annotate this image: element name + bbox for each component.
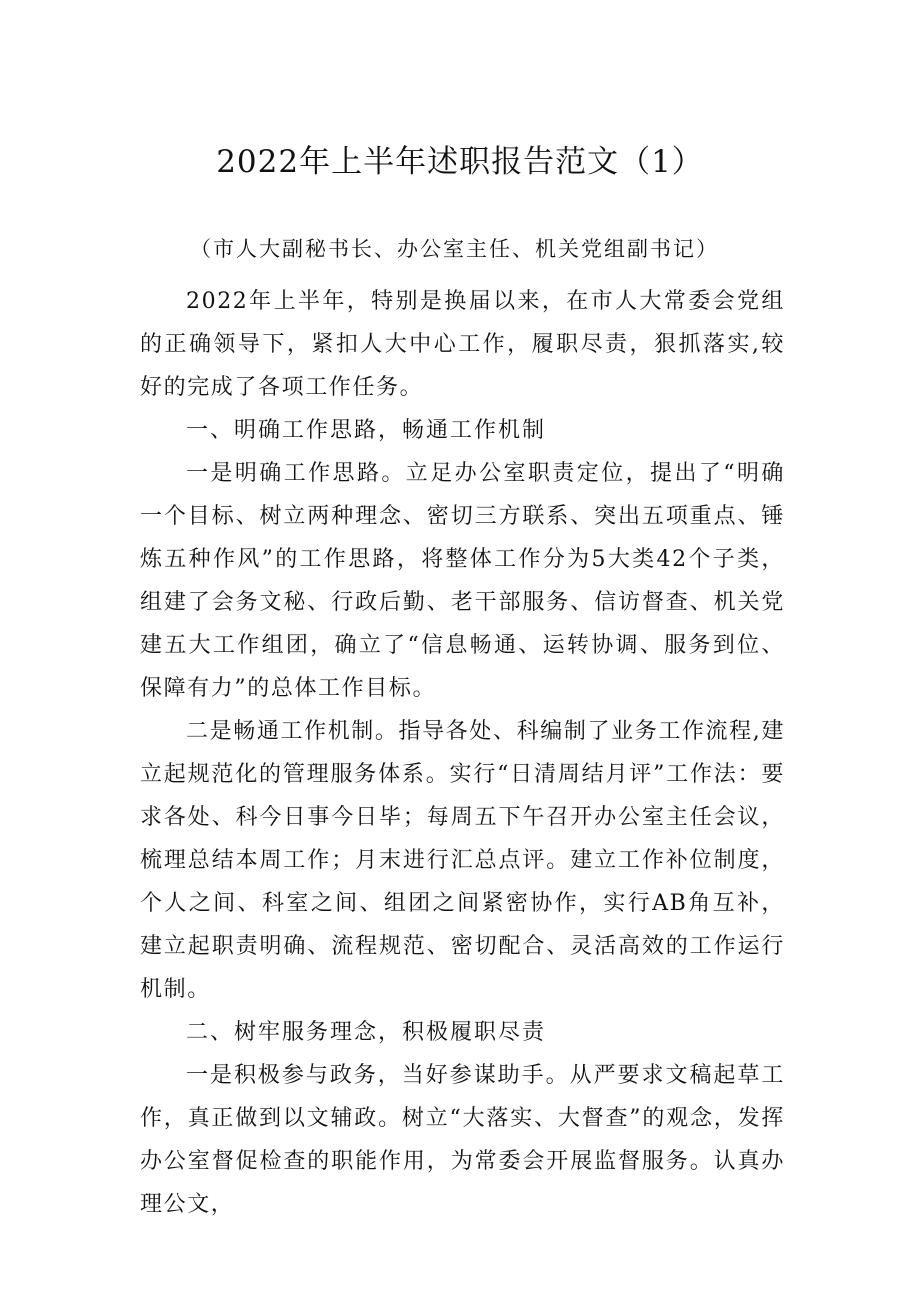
document-title: 2022年上半年述职报告范文（1） [216,144,704,180]
document-subtitle: （市人大副秘书长、办公室主任、机关党组副书记） [190,237,719,261]
section-heading-1: 一、明确工作思路，畅通工作机制 [186,418,547,443]
body-paragraph: 一是积极参与政务，当好参谋助手。从严要求文稿起草工作，真正做到以文辅政。树立“大落实、大督查”的观念，发挥办公室督促检查的职能作用，为常委会开展监督服务。认真办理公文， [140,1063,785,1217]
intro-paragraph: 2022年上半年，特别是换届以来，在市人大常委会党组的正确领导下，紧扣人大中心工作，履职尽责，狠抓落实,较好的完成了各项工作任务。 [140,289,785,400]
document-body [140,280,785,1226]
body-paragraph: 二是畅通工作机制。指导各处、科编制了业务工作流程,建立起规范化的管理服务体系。实行“日清周结月评”工作法：要求各处、科今日事今日毕；每周五下午召开办公室主任会议，梳理总结本周工作；月末进行汇总点评。建立工作补位制度，个人之间、科室之间、组团之间紧密协作，实行AB角互补，建立起职责明确、流程规范、密切配合、灵活高效的工作运行机制。 [140,719,785,1002]
section-heading-2: 二、树牢服务理念，积极履职尽责 [186,1020,547,1045]
body-paragraph: 一是明确工作思路。立足办公室职责定位，提出了“明确一个目标、树立两种理念、密切三方联系、突出五项重点、锤炼五种作风”的工作思路，将整体工作分为5大类42个子类，组建了会务文秘、行政后勤、老干部服务、信访督查、机关党建五大工作组团，确立了“信息畅通、运转协调、服务到位、保障有力”的总体工作目标。 [140,461,785,701]
